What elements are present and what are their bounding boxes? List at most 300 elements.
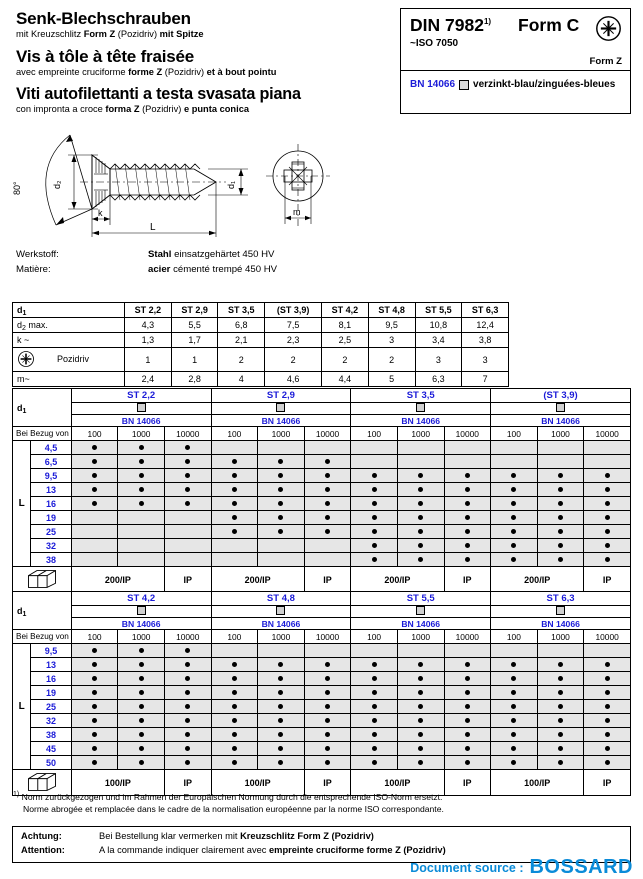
subtitle-fr [16,67,386,79]
d2-label: d₂ [52,180,62,189]
matrix-length-row [13,756,631,770]
footnote-line-2: Norme abrogée et remplacée dans le cadre de la normalisation européenne par la norme ISO correspondante. [23,804,444,815]
matrix-available-dot [258,756,305,770]
dims-header-row [13,303,509,318]
matrix-quantity-label: 10000 [584,427,631,441]
dims-cell: 1,3 [125,333,172,348]
dims-cell: 3 [368,333,415,348]
matrix-length-row [13,441,631,455]
dims-cell: 1 [125,348,172,372]
matrix-available-dot [71,742,118,756]
footnote-block [13,790,628,816]
matrix-available-dot [491,756,538,770]
matrix-available-dot [351,511,398,525]
matrix-quantity-label: 10000 [164,630,211,644]
matrix-available-dot [537,469,584,483]
matrix-available-dot [304,714,351,728]
matrix-length-row [13,644,631,658]
dims-header-size: (ST 3,9) [265,303,322,318]
matrix-available-dot [164,714,211,728]
matrix-available-dot [164,455,211,469]
matrix-empty-cell [491,644,538,658]
matrix-empty-cell [537,644,584,658]
dims-cell: 1,7 [171,333,218,348]
matrix-empty-cell [584,644,631,658]
pozidriv-icon [17,350,35,368]
matrix-size-label: ST 5,5 [351,592,491,606]
dims-cell: 2 [218,348,265,372]
matrix-available-dot [164,483,211,497]
matrix-available-dot [491,483,538,497]
matrix-available-dot [397,497,444,511]
finish-swatch-icon [211,403,351,415]
matrix-available-dot [397,700,444,714]
matrix-available-dot [397,728,444,742]
dims-row [13,318,509,333]
matrix-available-dot [444,553,491,567]
matrix-available-dot [351,742,398,756]
packaging-label: IP [584,770,631,796]
dims-cell: 9,5 [368,318,415,333]
matrix-empty-cell [71,511,118,525]
standard-header-bottom [401,71,630,113]
matrix-available-dot [444,539,491,553]
matrix-available-dot [71,700,118,714]
matrix-length-row [13,742,631,756]
matrix-size-label: ST 6,3 [491,592,631,606]
matrix-empty-cell [444,441,491,455]
dims-cell: 6,8 [218,318,265,333]
dims-cell: 3,4 [415,333,462,348]
matrix-available-dot [164,441,211,455]
dims-row [13,372,509,387]
matrix-available-dot [537,756,584,770]
dims-cell: 3 [415,348,462,372]
matrix-available-dot [397,483,444,497]
matrix-quantity-label: 1000 [397,630,444,644]
matrix-available-dot [118,497,165,511]
material-label-fr: Matière: [16,263,51,275]
dims-cell: 6,3 [415,372,462,387]
standard-header-top [401,9,630,71]
L-label: L [150,222,156,233]
matrix-available-dot [397,553,444,567]
matrix-empty-cell [491,441,538,455]
matrix-available-dot [258,511,305,525]
matrix-available-dot [304,497,351,511]
material-row-de [16,248,277,263]
finish-swatch-icon [491,403,631,415]
matrix-available-dot [211,497,258,511]
matrix-available-dot [71,441,118,455]
matrix-quantity-label: 100 [491,427,538,441]
d1-label: d₁ [226,180,236,189]
matrix-available-dot [304,686,351,700]
dims-row-label: k ~ [13,333,125,348]
matrix-available-dot [71,469,118,483]
matrix-available-dot [584,742,631,756]
matrix-available-dot [258,686,305,700]
attention-label-fr: Attention: [21,844,65,855]
matrix-empty-cell [258,441,305,455]
matrix-bn-row [13,618,631,630]
document-source [410,856,633,879]
matrix-quantity-label: 10000 [584,630,631,644]
matrix-length-value: 25 [31,525,72,539]
packaging-label: 100/IP [491,770,584,796]
matrix-empty-cell [444,644,491,658]
subtitle-it-text: con impronta a croce forma Z (Pozidriv) e punta conica [16,104,250,115]
matrix-available-dot [118,714,165,728]
matrix-available-dot [71,483,118,497]
matrix-available-dot [351,756,398,770]
attention-text-de: Bei Bestellung klar vermerken mit Kreuzschlitz Form Z (Pozidriv) [99,831,374,841]
matrix-bn-code: BN 14066 [351,415,491,427]
matrix-empty-cell [304,539,351,553]
subtitle-de-text: mit Kreuzschlitz Form Z (Pozidriv) mit Spitze [16,29,204,40]
matrix-size-header-row [13,592,631,606]
matrix-available-dot [164,742,211,756]
matrix-available-dot [258,455,305,469]
title-de: Senk-Blechschrauben [16,9,191,28]
dims-header-size: ST 5,5 [415,303,462,318]
matrix-empty-cell [351,644,398,658]
matrix-length-row [13,511,631,525]
matrix-available-dot [258,525,305,539]
dims-cell: 5,5 [171,318,218,333]
matrix-length-row [13,483,631,497]
matrix-length-value: 25 [31,700,72,714]
matrix-quantity-label: 100 [71,427,118,441]
packaging-label: IP [584,567,631,593]
matrix-available-dot [211,686,258,700]
m-label: m [293,207,301,217]
matrix-available-dot [164,728,211,742]
matrix-length-value: 13 [31,658,72,672]
packaging-label: 200/IP [211,567,304,593]
finish-swatch-icon [351,606,491,618]
matrix-empty-cell [584,441,631,455]
matrix-available-dot [537,742,584,756]
matrix-empty-cell [444,455,491,469]
matrix-bn-code: BN 14066 [211,618,351,630]
matrix-quantity-label: 10000 [164,427,211,441]
matrix-available-dot [444,714,491,728]
matrix-available-dot [584,728,631,742]
matrix-available-dot [258,728,305,742]
matrix-available-dot [397,742,444,756]
dims-cell: 3 [462,348,509,372]
dims-header-size: ST 6,3 [462,303,509,318]
matrix-available-dot [584,525,631,539]
title-block [16,10,386,123]
form-z-label: Form Z [589,56,622,67]
matrix-available-dot [304,455,351,469]
matrix-available-dot [211,455,258,469]
dims-cell: 2,8 [171,372,218,387]
matrix-bezug-label: Bei Bezug von [13,427,72,441]
matrix-length-value: 19 [31,686,72,700]
matrix-swatch-row [13,403,631,415]
matrix-available-dot [584,700,631,714]
packaging-label: IP [304,770,351,796]
attention-label-de: Achtung: [21,831,62,841]
matrix-available-dot [118,455,165,469]
matrix-empty-cell [258,553,305,567]
matrix-quantity-label: 100 [71,630,118,644]
matrix-available-dot [444,756,491,770]
matrix-available-dot [444,728,491,742]
dims-cell: 4,3 [125,318,172,333]
screw-head-top-view-drawing [252,140,344,240]
matrix-empty-cell [258,644,305,658]
matrix-empty-cell [351,441,398,455]
matrix-available-dot [164,469,211,483]
matrix-available-dot [258,672,305,686]
matrix-available-dot [491,728,538,742]
matrix-available-dot [118,658,165,672]
dims-header-d1: $d_1$ [13,303,125,318]
matrix-empty-cell [164,511,211,525]
footnote-line-1: $^{1)}$ Norm zurückgezogen und im Rahmen der Europäischen Normung durch die entsprechende ISO-Norm ersetzt. [13,791,443,802]
matrix-available-dot [444,525,491,539]
matrix-available-dot [537,497,584,511]
packaging-label: IP [304,567,351,593]
dimensions-table [12,302,509,387]
matrix-available-dot [351,553,398,567]
matrix-empty-cell [584,455,631,469]
matrix-available-dot [397,469,444,483]
dims-cell: 2 [265,348,322,372]
dims-row-label: $d_2$ max. [13,318,125,333]
matrix-available-dot [584,672,631,686]
matrix-available-dot [71,672,118,686]
matrix-available-dot [71,714,118,728]
matrix-available-dot [537,539,584,553]
matrix-available-dot [397,511,444,525]
matrix-available-dot [444,700,491,714]
material-value-fr: acier cémenté trempé 450 HV [148,263,278,275]
matrix-length-value: 50 [31,756,72,770]
matrix-bezug-label: Bei Bezug von [13,630,72,644]
matrix-available-dot [71,686,118,700]
matrix-length-value: 45 [31,742,72,756]
matrix-available-dot [444,672,491,686]
matrix-available-dot [444,497,491,511]
matrix-available-dot [211,700,258,714]
material-block [16,248,277,278]
document-source-label: Document source : [410,860,524,875]
matrix-available-dot [397,539,444,553]
matrix-empty-cell [211,441,258,455]
matrix-quantity-label: 100 [491,630,538,644]
matrix-available-dot [258,700,305,714]
matrix-available-dot [584,497,631,511]
matrix-available-dot [584,483,631,497]
matrix-available-dot [537,511,584,525]
matrix-available-dot [397,658,444,672]
matrix-length-value: 38 [31,553,72,567]
standard-header-box [400,8,631,114]
matrix-length-value: 13 [31,483,72,497]
subtitle-it [16,104,386,116]
matrix-length-value: 9,5 [31,644,72,658]
matrix-empty-cell [537,441,584,455]
matrix-available-dot [491,700,538,714]
matrix-available-dot [537,686,584,700]
matrix-quantity-label: 1000 [397,427,444,441]
matrix-available-dot [537,728,584,742]
packaging-label: IP [444,770,491,796]
matrix-available-dot [584,539,631,553]
packaging-label: 200/IP [491,567,584,593]
matrix-available-dot [118,686,165,700]
matrix-length-value: 38 [31,728,72,742]
dims-cell: 3,8 [462,333,509,348]
standard-footnote-marker: 1) [483,17,492,27]
matrix-available-dot [211,742,258,756]
matrix-available-dot [211,483,258,497]
matrix-L-group-label: L [13,644,31,770]
matrix-available-dot [211,672,258,686]
matrix-quantity-label: 1000 [258,427,305,441]
matrix-empty-cell [164,539,211,553]
packaging-label: IP [164,567,211,593]
matrix-bn-row [13,415,631,427]
matrix-available-dot [491,525,538,539]
dims-row [13,348,509,372]
matrix-size-label: ST 4,2 [71,592,211,606]
matrix-empty-cell [211,539,258,553]
matrix-quantity-label: 10000 [304,427,351,441]
matrix-available-dot [304,672,351,686]
matrix-length-row [13,658,631,672]
matrix-available-dot [351,539,398,553]
matrix-empty-cell [304,644,351,658]
matrix-available-dot [304,742,351,756]
packaging-label: 100/IP [211,770,304,796]
matrix-size-label: ST 2,9 [211,389,351,403]
matrix-length-value: 4,5 [31,441,72,455]
matrix-available-dot [211,658,258,672]
matrix-available-dot [444,686,491,700]
matrix-available-dot [584,553,631,567]
dims-cell: 2 [322,348,369,372]
subtitle-de [16,29,386,41]
matrix-length-row [13,539,631,553]
matrix-size-label: (ST 3,9) [491,389,631,403]
matrix-quantity-label: 100 [211,630,258,644]
matrix-available-dot [118,756,165,770]
packaging-label: 100/IP [351,770,444,796]
matrix-quantity-header-row [13,427,631,441]
dims-cell: 2 [368,348,415,372]
matrix-length-row [13,553,631,567]
matrix-empty-cell [397,441,444,455]
matrix-size-label: ST 4,8 [211,592,351,606]
material-value-de: Stahl einsatzgehärtet 450 HV [148,249,275,260]
packaging-label: 100/IP [71,770,164,796]
availability-matrix-table-1 [12,388,631,593]
matrix-available-dot [584,714,631,728]
matrix-bn-code: BN 14066 [71,415,211,427]
attention-text-fr: A la commande indiquer clairement avec empreinte cruciforme forme Z (Pozidriv) [99,844,446,855]
matrix-available-dot [351,525,398,539]
matrix-empty-cell [397,455,444,469]
matrix-available-dot [304,728,351,742]
matrix-available-dot [584,686,631,700]
matrix-empty-cell [118,539,165,553]
matrix-length-value: 19 [31,511,72,525]
matrix-available-dot [351,700,398,714]
matrix-available-dot [584,658,631,672]
dims-cell: 7 [462,372,509,387]
bn-finish-desc: verzinkt-blau/zinguées-bleues [473,79,616,90]
matrix-bn-code: BN 14066 [491,618,631,630]
matrix-size-label: ST 3,5 [351,389,491,403]
matrix-available-dot [71,658,118,672]
matrix-available-dot [397,686,444,700]
matrix-available-dot [537,483,584,497]
bn-code: BN 14066 [410,79,456,90]
matrix-quantity-label: 1000 [537,630,584,644]
matrix-length-value: 32 [31,714,72,728]
iso-equivalent: ~ISO 7050 [410,38,459,49]
matrix-available-dot [118,469,165,483]
matrix-packaging-row [13,567,631,593]
matrix-size-label: ST 2,2 [71,389,211,403]
matrix-quantity-label: 100 [351,630,398,644]
dims-cell: 10,8 [415,318,462,333]
matrix-L-group-label: L [13,441,31,567]
matrix-length-value: 32 [31,539,72,553]
matrix-empty-cell [211,644,258,658]
finish-swatch-icon [459,80,469,90]
packaging-label: IP [444,567,491,593]
matrix-available-dot [351,686,398,700]
matrix-available-dot [258,658,305,672]
dims-header-size: ST 2,2 [125,303,172,318]
matrix-available-dot [397,672,444,686]
matrix-available-dot [537,658,584,672]
matrix-available-dot [397,714,444,728]
matrix-quantity-label: 10000 [444,427,491,441]
matrix-available-dot [164,644,211,658]
matrix-available-dot [537,714,584,728]
matrix-empty-cell [258,539,305,553]
matrix-available-dot [118,644,165,658]
dims-cell: 2,4 [125,372,172,387]
matrix-quantity-header-row [13,630,631,644]
matrix-available-dot [584,511,631,525]
matrix-length-row [13,672,631,686]
matrix-available-dot [118,728,165,742]
dims-header-size: ST 4,8 [368,303,415,318]
finish-swatch-icon [211,606,351,618]
angle-label: 80° [12,181,22,195]
dims-row-label: m~ [13,372,125,387]
form-label: Form C [518,15,580,35]
pozidriv-icon [595,15,622,42]
matrix-swatch-row [13,606,631,618]
matrix-size-header-row [13,389,631,403]
matrix-empty-cell [211,553,258,567]
dims-cell: 8,1 [322,318,369,333]
matrix-available-dot [211,511,258,525]
material-row-fr [16,263,277,278]
matrix-available-dot [71,497,118,511]
dims-cell: 2,5 [322,333,369,348]
